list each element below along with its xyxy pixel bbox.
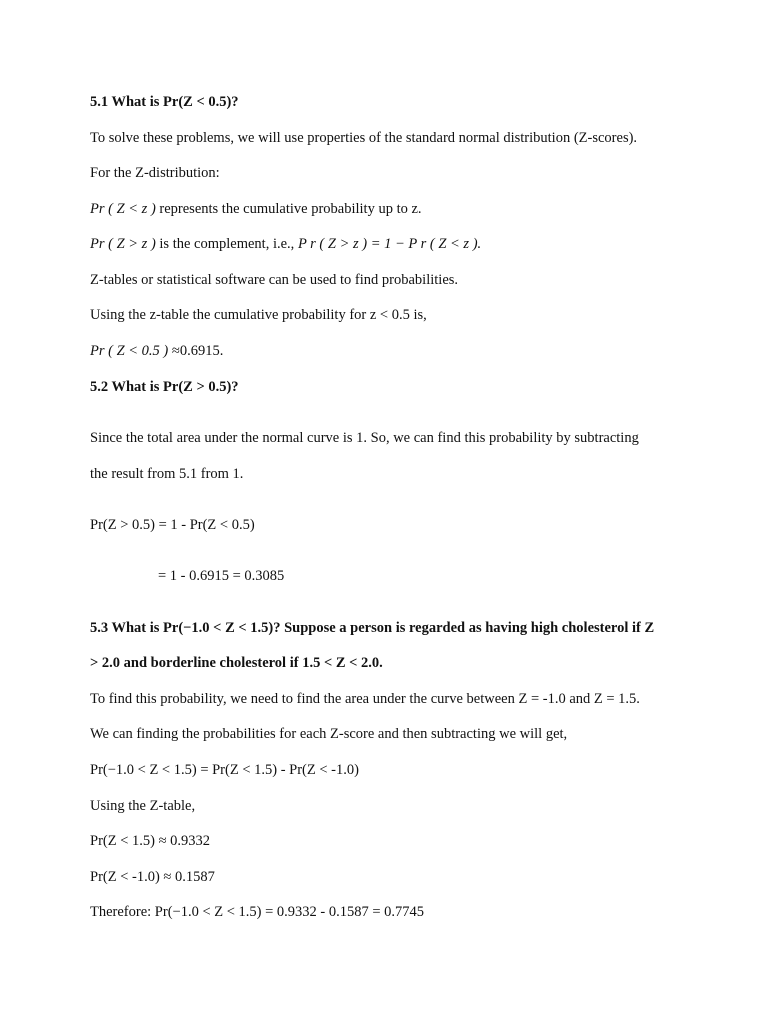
heading-5-1: 5.1 What is Pr(Z < 0.5)? — [90, 94, 239, 110]
equation-5-2-line1: Pr(Z > 0.5) = 1 - Pr(Z < 0.5) — [90, 517, 255, 533]
equation-5-2-line2: = 1 - 0.6915 = 0.3085 — [158, 568, 285, 584]
cumulative-expression: Pr ( Z < z ) — [90, 201, 156, 217]
find-probability-text: To find this probability, we need to find the area under the curve between Z = -1.0 and Z = 1.5. — [90, 691, 640, 707]
using-ztable-text: Using the z-table the cumulative probability for z < 0.5 is, — [90, 307, 427, 323]
total-area-text: Since the total area under the normal curve is 1. So, we can find this probability by subtracting — [90, 430, 639, 446]
heading-5-2: 5.2 What is Pr(Z > 0.5)? — [90, 379, 239, 395]
complement-text: is the complement, i.e., — [155, 236, 298, 252]
total-area-text-cont: the result from 5.1 from 1. — [90, 466, 244, 482]
heading-5-3-line2: > 2.0 and borderline cholesterol if 1.5 < Z < 2.0. — [90, 655, 383, 671]
z-distribution-label: For the Z-distribution: — [90, 165, 220, 181]
cumulative-line — [90, 200, 422, 218]
result-5-1-expression: Pr ( Z < 0.5 ) — [90, 343, 169, 359]
finding-text: We can finding the probabilities for each Z-score and then subtracting we will get, — [90, 726, 568, 742]
final-result: Therefore: Pr(−1.0 < Z < 1.5) = 0.9332 - 0.1587 = 0.7745 — [90, 904, 425, 920]
complement-expression: Pr ( Z > z ) — [90, 236, 156, 252]
heading-5-3-line1: 5.3 What is Pr(−1.0 < Z < 1.5)? Suppose a person is regarded as having high cholesterol if Z — [90, 620, 655, 636]
cumulative-text: represents the cumulative probability up to z. — [155, 201, 422, 217]
prob-z-1-5: Pr(Z < 1.5) ≈ 0.9332 — [90, 833, 211, 849]
result-5-1-line — [90, 342, 223, 360]
complement-line — [90, 235, 481, 253]
ztables-text: Z-tables or statistical software can be used to find probabilities. — [90, 272, 459, 288]
equation-5-3: Pr(−1.0 < Z < 1.5) = Pr(Z < 1.5) - Pr(Z < -1.0) — [90, 762, 359, 778]
using-z-table-label: Using the Z-table, — [90, 798, 196, 814]
complement-formula: P r ( Z > z ) = 1 − P r ( Z < z ). — [297, 236, 482, 252]
prob-z-neg-1-0: Pr(Z < -1.0) ≈ 0.1587 — [90, 869, 215, 885]
intro-text: To solve these problems, we will use properties of the standard normal distribution (Z-scores). — [90, 130, 638, 146]
result-5-1-value: ≈0.6915. — [168, 343, 224, 359]
